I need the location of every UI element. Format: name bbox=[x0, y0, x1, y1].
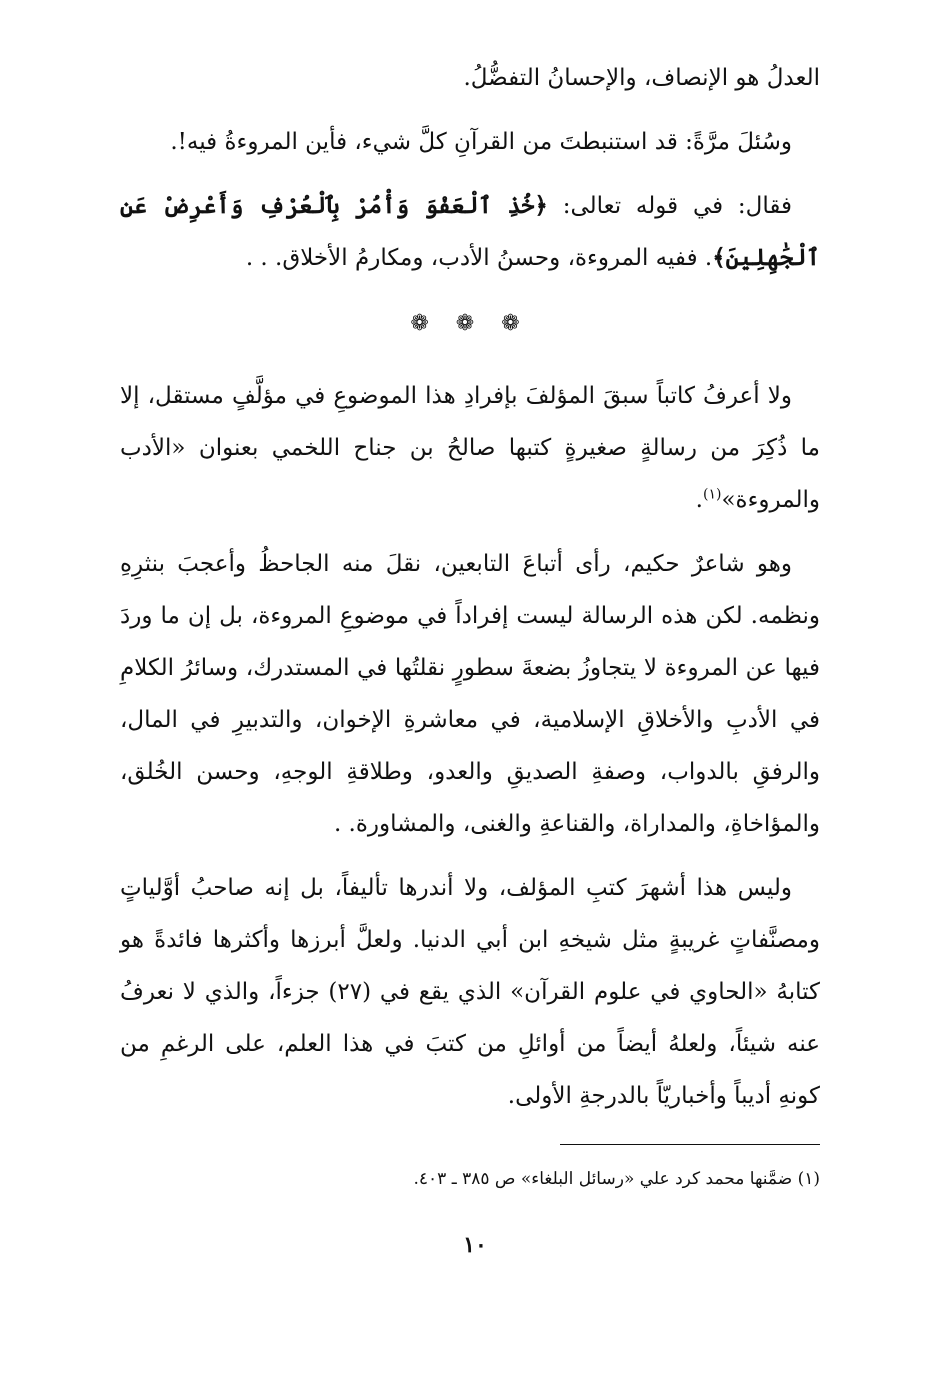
paragraph-justice: العدلُ هو الإنصاف، والإحسانُ التفضُّلُ. bbox=[463, 65, 820, 91]
answer-conclusion: . ففيه المروءة، وحسنُ الأدب، ومكارمُ الأخلاق. . . bbox=[245, 245, 713, 271]
paragraph-poet: وهو شاعرٌ حكيم، رأى أتباعَ التابعين، نقلَ منه الجاحظُ وأعجبَ بنثرِهِ ونظمه. لكن هذه الرسالة ليست إفراداً في موضوعِ المروءة، بل إن ما وردَ فيها عن المروءة لا يتجاوزُ بضعةَ سطورٍ نقلتُها في المستدرك، وسائرُ الكلامِ في الأدبِ والأخلاقِ الإسلامية، في معاشرةِ الإخوان، والتدبيرِ في المال، والرفقِ بالدواب، وصفةِ الصديقِ والعدو، وطلاقةِ الوجهِ، وحسن الخُلق، والمؤاخاةِ، والمداراة، والقناعةِ والغنى، والمشاورة. . bbox=[120, 551, 820, 837]
quran-verse: ﴿خُذِ ٱلْعَفْوَ وَأْمُرْ بِٱلْعُرْفِ وَأَعْرِضْ عَنِ ٱلْجَٰهِلِينَ﴾ bbox=[120, 192, 820, 271]
footnote: (١) ضمَّنها محمد كرد علي «رسائل البلغاء» ص ٣٨٥ ـ ٤٠٣. bbox=[413, 1169, 820, 1189]
paragraph-author-precedence-text: ولا أعرفُ كاتباً سبقَ المؤلفَ بإفرادِ هذا الموضوعِ في مؤلَّفٍ مستقل، إلا ما ذُكِرَ من رسالةٍ صغيرةٍ كتبها صالحُ بن جناح اللخمي بعنوان «الأدب والمروءة» bbox=[120, 383, 820, 513]
paragraph-question: وسُئلَ مرَّةً: قد استنبطتَ من القرآنِ كلَّ شيء، فأين المروءةُ فيه!. bbox=[170, 129, 792, 155]
page-body bbox=[120, 52, 820, 1213]
section-separator: ❁ ❁ ❁ bbox=[410, 311, 530, 336]
paragraph-answer bbox=[120, 180, 820, 284]
footnote-divider bbox=[560, 1144, 820, 1145]
footnote-reference[interactable]: (١) bbox=[702, 486, 722, 503]
page-number: ١٠ bbox=[463, 1232, 487, 1258]
answer-intro: فقال: في قوله تعالى: bbox=[562, 193, 793, 219]
paragraph-author-precedence: ولا أعرفُ كاتباً سبقَ المؤلفَ بإفرادِ هذا الموضوعِ في مؤلَّفٍ مستقل، إلا ما ذُكِرَ من رسالةٍ صغيرةٍ كتبها صالحُ بن جناح اللخمي بعنوان «الأدب والمروءة»$^{(١)}$. bbox=[120, 383, 820, 513]
paragraph-works: وليس هذا أشهرَ كتبِ المؤلف، ولا أندرها تأليفاً، بل إنه صاحبُ أوَّلياتٍ ومصنَّفاتٍ غريبةٍ مثل شيخهِ ابن أبي الدنيا. ولعلَّ أبرزها وأكثرها فائدةً هو كتابهُ «الحاوي في علوم القرآن» الذي يقع في (٢٧) جزءاً، والذي لا نعرفُ عنه شيئاً، ولعلهُ أيضاً من أوائلِ من كتبَ في هذا العلم، على الرغمِ من كونهِ أديباً وأخباريّاً بالدرجةِ الأولى. bbox=[120, 875, 820, 1109]
